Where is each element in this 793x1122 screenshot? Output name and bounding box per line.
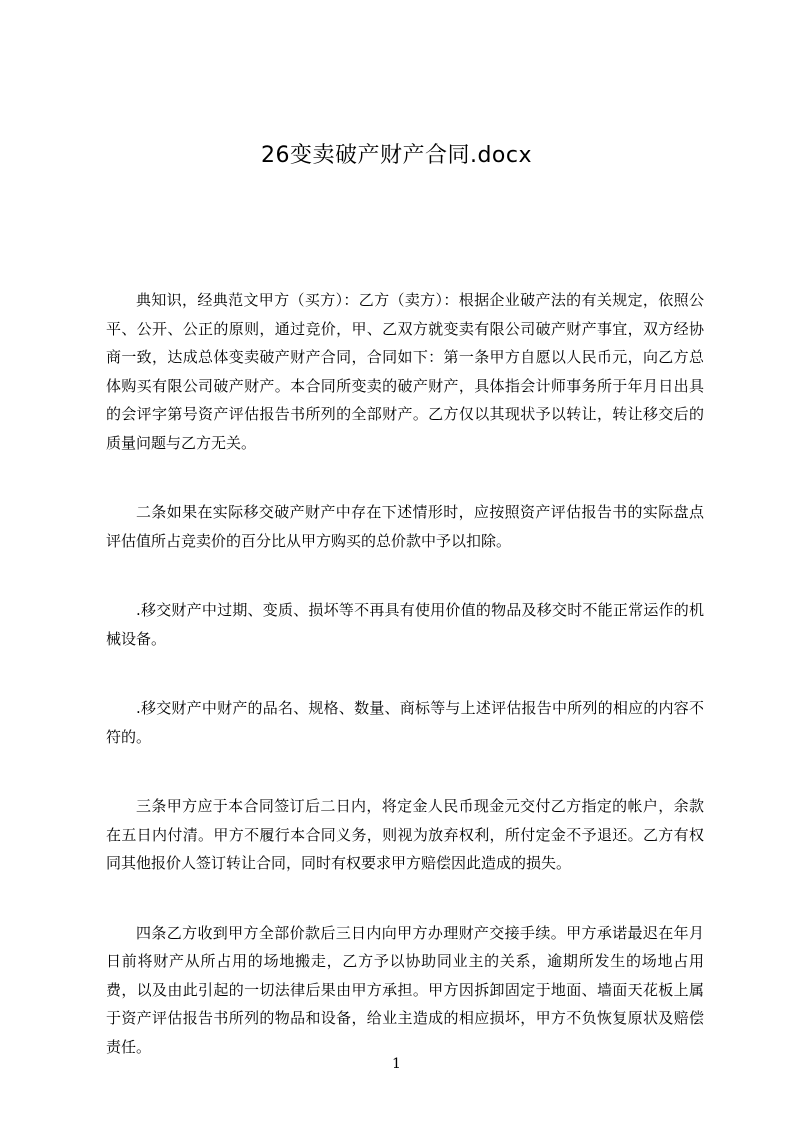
paragraph-2: 二条如果在实际移交破产财产中存在下述情形时，应按照资产评估报告书的实际盘点评估值所占竞卖价的百分比从甲方购买的总价款中予以扣除。 [106, 503, 704, 550]
document-title: 26变卖破产财产合同.docx [260, 143, 533, 168]
paragraph-4: .移交财产中财产的品名、规格、数量、商标等与上述评估报告中所列的相应的内容不符的。 [106, 699, 704, 746]
document-body [106, 286, 704, 1102]
paragraph-1: 典知识，经典范文甲方（买方）：乙方（卖方）：根据企业破产法的有关规定，依照公平、公开、公正的原则，通过竞价，甲、乙双方就变卖有限公司破产财产事宜，双方经协商一致，达成总体变卖破产财产合同，合同如下：第一条甲方自愿以人民币元，向乙方总体购买有限公司破产财产。本合同所变卖的破产财产，具体指会计师事务所于年月日出具的会评字第号资产评估报告书所列的全部财产。乙方仅以其现状予以转让，转让移交后的质量问题与乙方无关。 [106, 291, 704, 452]
paragraph-3: .移交财产中过期、变质、损坏等不再具有使用价值的物品及移交时不能正常运作的机械设备。 [106, 601, 704, 648]
page-number: 1 [392, 1056, 401, 1072]
paragraph-6: 四条乙方收到甲方全部价款后三日内向甲方办理财产交接手续。甲方承诺最迟在年月日前将财产从所占用的场地搬走，乙方予以协助同业主的关系，逾期所发生的场地占用费，以及由此引起的一切法律后果由甲方承担。甲方因拆卸固定于地面、墙面天花板上属于资产评估报告书所列的物品和设备，给业主造成的相应损坏，甲方不负恢复原状及赔偿责任。 [106, 923, 704, 1056]
paragraph-5: 三条甲方应于本合同签订后二日内，将定金人民币现金元交付乙方指定的帐户，余款在五日内付清。甲方不履行本合同义务，则视为放弃权利，所付定金不予退还。乙方有权同其他报价人签订转让合同，同时有权要求甲方赔偿因此造成的损失。 [106, 797, 704, 872]
